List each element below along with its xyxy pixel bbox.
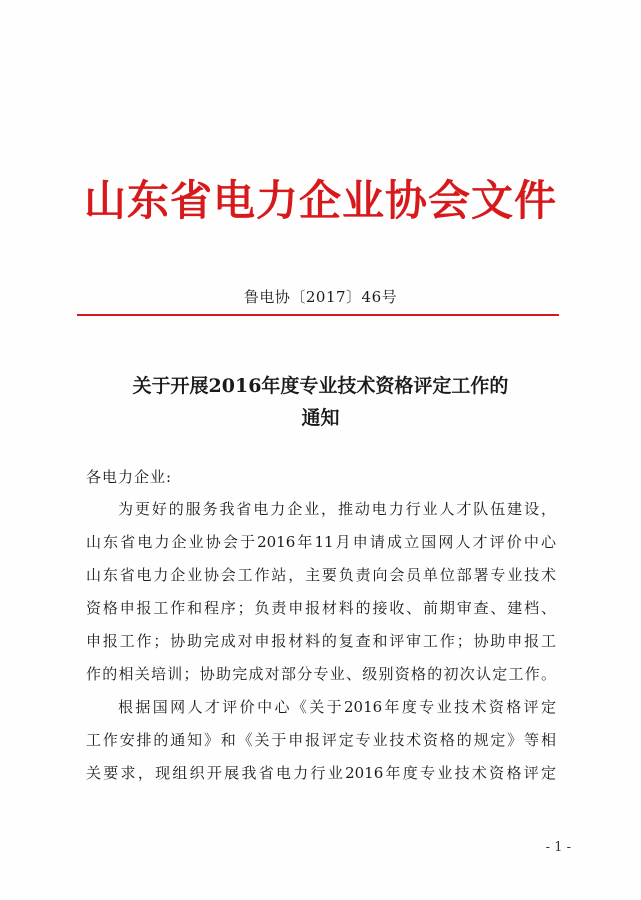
notice-title-line-2: 通知 (301, 407, 340, 429)
body-line: 申报工作；协助完成对申报材料的复查和评审工作；协助申报工 (86, 632, 556, 650)
document-number: 鲁电协〔2017〕46号 (243, 288, 398, 306)
salutation: 各电力企业: (86, 468, 173, 486)
body-line: 资格申报工作和程序；负责申报材料的接收、前期审查、建档、 (86, 599, 556, 617)
masthead-title: 山东省电力企业协会文件 (83, 176, 557, 225)
body-line: 关要求，现组织开展我省电力行业2016年度专业技术资格评定 (86, 764, 556, 782)
notice-title (60, 370, 581, 434)
notice-title-line-1: 关于开展2016年度专业技术资格评定工作的 (132, 375, 509, 397)
body-line: 山东省电力企业协会工作站，主要负责向会员单位部署专业技术 (86, 566, 556, 584)
red-divider-line (77, 314, 559, 316)
body-line: 根据国网人才评价中心《关于2016年度专业技术资格评定 (118, 698, 556, 716)
body-line: 为更好的服务我省电力企业，推动电力行业人才队伍建设， (118, 500, 556, 518)
body-line: 作的相关培训；协助完成对部分专业、级别资格的初次认定工作。 (86, 665, 556, 683)
body-line: 工作安排的通知》和《关于申报评定专业技术资格的规定》等相 (86, 731, 556, 749)
page-number: - 1 - (545, 840, 571, 855)
body-line: 山东省电力企业协会于2016年11月申请成立国网人才评价中心 (86, 533, 556, 551)
